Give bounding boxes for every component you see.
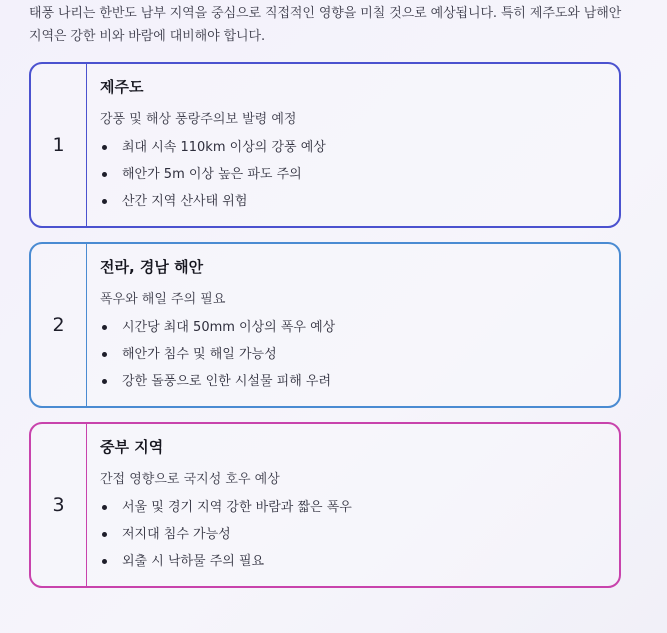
card-number: 3 [52, 494, 65, 516]
card-title: 중부 지역 [100, 438, 164, 456]
bullet-icon [102, 199, 107, 204]
bullet-icon [102, 352, 107, 357]
list-item [100, 548, 352, 575]
card-number-column [31, 244, 87, 406]
card-bullet-list [100, 134, 326, 215]
list-item-text: 시간당 최대 50mm 이상의 폭우 예상 [122, 320, 336, 335]
list-item-text: 산간 지역 산사태 위험 [122, 194, 248, 209]
list-item-text: 강한 돌풍으로 인한 시설물 피해 우려 [122, 374, 332, 389]
list-item-text: 서울 및 경기 지역 강한 바람과 짧은 폭우 [122, 500, 352, 515]
list-item [100, 368, 335, 395]
region-card-jeju [29, 62, 621, 228]
list-item [100, 341, 335, 368]
card-number-column [31, 424, 87, 586]
card-subtitle: 폭우와 해일 주의 필요 [100, 292, 226, 307]
list-item-text: 최대 시속 110km 이상의 강풍 예상 [122, 140, 326, 155]
list-item [100, 314, 335, 341]
list-item [100, 188, 326, 215]
card-subtitle: 간접 영향으로 국지성 호우 예상 [100, 472, 280, 487]
card-number-column [31, 64, 87, 226]
card-title: 전라, 경남 해안 [100, 258, 204, 276]
list-item [100, 494, 352, 521]
list-item [100, 521, 352, 548]
bullet-icon [102, 145, 107, 150]
list-item [100, 134, 326, 161]
list-item-text: 외출 시 낙하물 주의 필요 [122, 554, 265, 569]
list-item-text: 저지대 침수 가능성 [122, 527, 231, 542]
card-title: 제주도 [100, 78, 144, 96]
bullet-icon [102, 559, 107, 564]
bullet-icon [102, 505, 107, 510]
bullet-icon [102, 172, 107, 177]
intro-paragraph: 태풍 나리는 한반도 남부 지역을 중심으로 직접적인 영향을 미칠 것으로 예상됩니다. 특히 제주도와 남해안 지역은 강한 비와 바람에 대비해야 합니다. [29, 6, 622, 44]
bullet-icon [102, 379, 107, 384]
card-bullet-list [100, 314, 335, 395]
card-number: 1 [52, 134, 65, 156]
list-item-text: 해안가 침수 및 해일 가능성 [122, 347, 277, 362]
bullet-icon [102, 325, 107, 330]
region-card-jeolla-gyeongnam [29, 242, 621, 408]
card-subtitle: 강풍 및 해상 풍랑주의보 발령 예정 [100, 112, 297, 127]
region-card-central [29, 422, 621, 588]
list-item-text: 해안가 5m 이상 높은 파도 주의 [122, 167, 302, 182]
card-number: 2 [52, 314, 65, 336]
bullet-icon [102, 532, 107, 537]
card-bullet-list [100, 494, 352, 575]
list-item [100, 161, 326, 188]
